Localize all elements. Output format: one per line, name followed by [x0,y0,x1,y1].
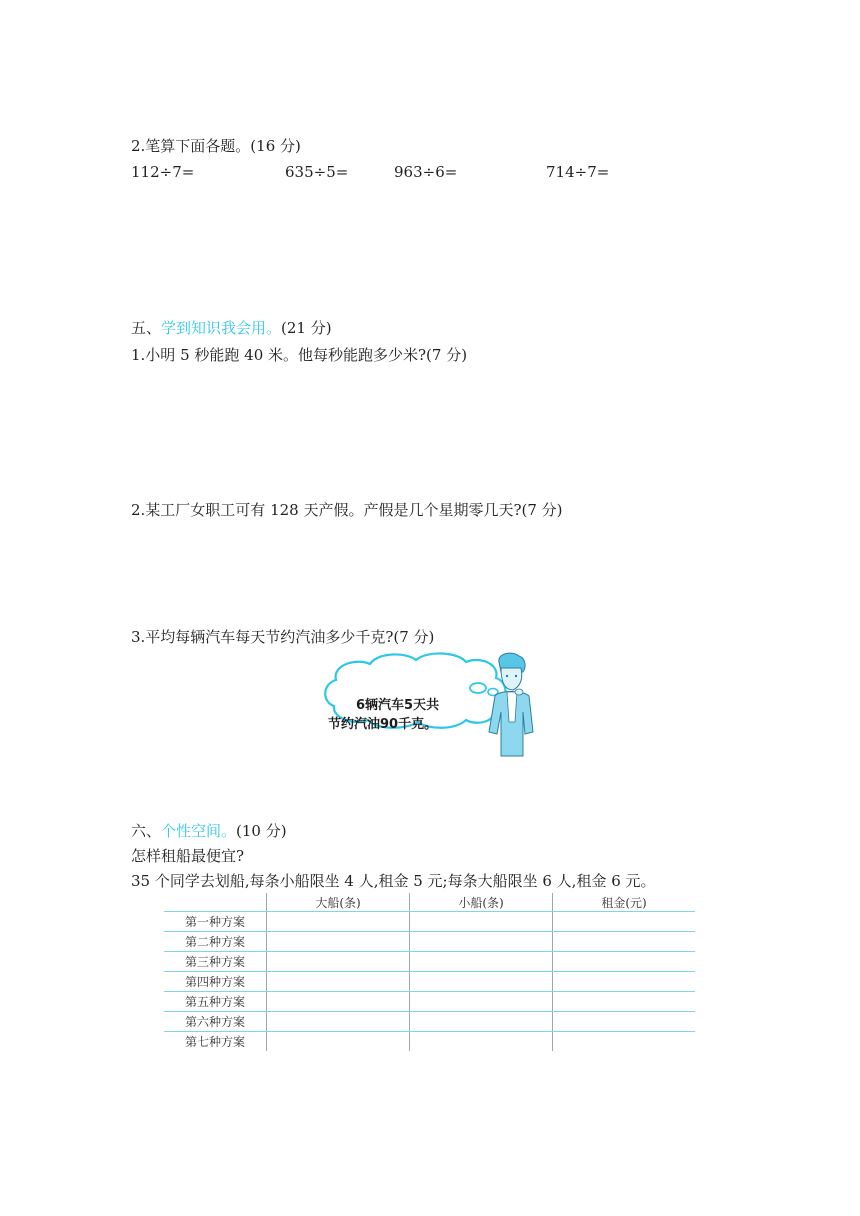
cell-small-boat[interactable] [410,992,553,1012]
question-2: 2.某工厂女职工可有 128 天产假。产假是几个星期零几天?(7 分) [131,501,563,519]
cell-big-boat[interactable] [267,992,410,1012]
section5-score: (21 分) [281,319,332,337]
cell-rent[interactable] [553,992,696,1012]
table-row [164,972,695,992]
section6-score: (10 分) [236,822,287,840]
cell-rent[interactable] [553,912,696,932]
table-row [164,992,695,1012]
row-label: 第四种方案 [164,972,267,992]
table-header-small-boat: 小船(条) [410,893,553,912]
section6-condition: 35 个同学去划船,每条小船限坐 4 人,租金 5 元;每条大船限坐 6 人,租金 6 元。 [131,872,656,890]
table-header-rent: 租金(元) [553,893,696,912]
cell-small-boat[interactable] [410,1032,553,1052]
cell-small-boat[interactable] [410,932,553,952]
table-header-big-boat: 大船(条) [267,893,410,912]
row-label: 第六种方案 [164,1012,267,1032]
row-label: 第七种方案 [184,1035,245,1049]
cell-rent[interactable] [553,1012,696,1032]
cell-rent[interactable] [553,1032,696,1052]
section6-number: 六、 [131,822,162,840]
bubble-text-line1: 6辆汽车5天共 [356,698,440,713]
written-calc-heading: 2.笔算下面各题。(16 分) [131,137,301,155]
cell-small-boat[interactable] [410,952,553,972]
calc-problem-4: 714÷7= [546,163,610,181]
cell-rent[interactable] [553,972,696,992]
question-1: 1.小明 5 秒能跑 40 米。他每秒能跑多少米?(7 分) [131,346,468,364]
section5-title: 学到知识我会用。 [161,319,282,337]
question-3: 3.平均每辆汽车每天节约汽油多少千克?(7 分) [131,628,435,646]
table-row [164,1012,695,1032]
calc-problem-3: 963÷6= [394,163,458,181]
cell-big-boat[interactable] [267,912,410,932]
section6-question: 怎样租船最便宜? [131,847,245,865]
cell-big-boat[interactable] [267,972,410,992]
table-row [164,932,695,952]
section6-heading [131,821,287,841]
cartoon-man-thinking-icon [485,652,535,760]
cell-big-boat[interactable] [267,952,410,972]
cell-small-boat[interactable] [410,972,553,992]
bubble-text-line2: 节约汽油90千克。 [328,717,438,732]
calc-problem-2: 635÷5= [285,163,349,181]
section6-title: 个性空间。 [161,822,237,840]
row-label: 第三种方案 [164,952,267,972]
boat-plan-table [164,893,695,1051]
table-row [164,912,695,932]
cell-small-boat[interactable] [410,1012,553,1032]
row-label: 第五种方案 [164,992,267,1012]
cell-big-boat[interactable] [267,932,410,952]
table-row [164,952,695,972]
section5-number: 五、 [131,319,162,337]
table-row [164,1032,695,1052]
row-label: 第一种方案 [164,912,267,932]
table-header-row [164,893,695,912]
cell-big-boat[interactable] [267,1032,410,1052]
cell-small-boat[interactable] [410,912,553,932]
cell-rent[interactable] [553,952,696,972]
row-label: 第二种方案 [164,932,267,952]
calc-problem-1: 112÷7= [131,163,195,181]
cell-rent[interactable] [553,932,696,952]
table-header-blank [164,893,267,912]
cell-big-boat[interactable] [267,1012,410,1032]
section5-heading [131,318,332,338]
